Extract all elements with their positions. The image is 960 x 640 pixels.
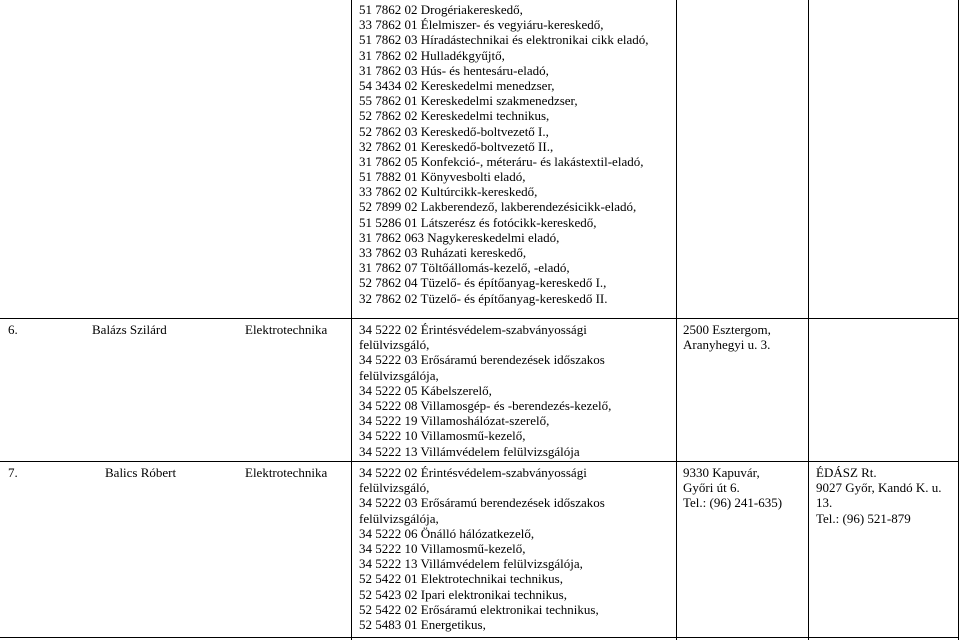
qualification-item: 32 7862 02 Tüzelő- és építőanyag-kereskedő II. — [359, 290, 608, 306]
qualification-item: 34 5222 08 Villamosgép- és -berendezés-kezelő, — [359, 397, 612, 413]
qualification-item: felülvizsgálója, — [359, 510, 439, 526]
column-divider — [676, 0, 677, 640]
qualification-item: 34 5222 06 Önálló hálózatkezelő, — [359, 525, 535, 541]
address-line: Tel.: (96) 241-635) — [683, 495, 783, 511]
organization-line: 9027 Győr, Kandó K. u. — [816, 480, 942, 496]
qualification-item: 34 5222 13 Villámvédelem felülvizsgálója — [359, 443, 580, 459]
qualification-item: 34 5222 02 Érintésvédelem-szabványossági — [359, 322, 587, 337]
qualification-item: 33 7862 02 Kultúrcikk-kereskedő, — [359, 184, 538, 200]
qualification-item: 32 7862 01 Kereskedő-boltvezető II., — [359, 138, 554, 154]
row-divider — [0, 637, 959, 638]
qualification-item: 31 7862 02 Hulladékgyűjtő, — [359, 47, 505, 63]
qualification-item: 52 5422 02 Erősáramú elektronikai technikus, — [359, 601, 599, 617]
field-name: Elektrotechnika — [245, 465, 328, 480]
address — [683, 322, 771, 352]
organization-line: Tel.: (96) 521-879 — [816, 510, 911, 526]
address-line: Győri út 6. — [683, 480, 740, 496]
qualification-item: 52 5423 02 Ipari elektronikai technikus, — [359, 586, 567, 602]
column-divider — [958, 0, 959, 640]
qualification-item: 34 5222 19 Villamoshálózat-szerelő, — [359, 413, 550, 429]
qualification-item: 51 5286 01 Látszerész és fotócikk-kereskedő, — [359, 214, 597, 230]
qualification-item: 34 5222 02 Érintésvédelem-szabványossági — [359, 465, 587, 480]
address-line: Aranyhegyi u. 3. — [683, 337, 771, 353]
qualification-item: 52 7862 04 Tüzelő- és építőanyag-kereskedő I., — [359, 275, 607, 291]
qualification-item: felülvizsgáló, — [359, 480, 430, 496]
qualification-item: 31 7862 03 Hús- és hentesáru-eladó, — [359, 62, 549, 78]
person-name: Balics Róbert — [105, 465, 177, 480]
address — [683, 465, 782, 511]
qualification-item: felülvizsgálója, — [359, 367, 439, 383]
qualification-item: 34 5222 03 Erősáramú berendezések időszakos — [359, 495, 605, 511]
qualification-item: 31 7862 05 Konfekció-, méteráru- és lakástextil-eladó, — [359, 153, 644, 169]
column-divider — [351, 0, 352, 640]
qualification-item: 34 5222 03 Erősáramú berendezések időszakos — [359, 352, 605, 368]
qualification-item: 52 7862 02 Kereskedelmi technikus, — [359, 108, 550, 124]
qualification-item: 55 7862 01 Kereskedelmi szakmenedzser, — [359, 93, 578, 109]
qualification-item: 33 7862 01 Élelmiszer- és vegyiáru-kereskedő, — [359, 17, 604, 33]
row-number: 7. — [8, 465, 18, 480]
qualification-item: 34 5222 10 Villamosmű-kezelő, — [359, 428, 526, 444]
qualification-item: felülvizsgáló, — [359, 337, 430, 353]
address-line: 9330 Kapuvár, — [683, 465, 760, 480]
address-line: 2500 Esztergom, — [683, 322, 771, 337]
qualifications-list — [359, 2, 649, 306]
qualification-item: 51 7862 03 Híradástechnikai és elektronikai cikk eladó, — [359, 32, 649, 48]
qualifications-list — [359, 322, 611, 459]
qualification-item: 34 5222 10 Villamosmű-kezelő, — [359, 540, 526, 556]
field-name: Elektrotechnika — [245, 322, 328, 337]
qualification-item: 34 5222 05 Kábelszerelő, — [359, 382, 492, 398]
qualification-item: 52 5483 01 Energetikus, — [359, 616, 486, 632]
qualification-item: 52 7899 02 Lakberendező, lakberendezésicikk-eladó, — [359, 199, 637, 215]
row-divider — [0, 461, 959, 462]
qualification-item: 31 7862 07 Töltőállomás-kezelő, -eladó, — [359, 260, 570, 276]
qualification-item: 52 5422 01 Elektrotechnikai technikus, — [359, 571, 563, 587]
column-divider — [808, 0, 809, 640]
organization-line: ÉDÁSZ Rt. — [816, 465, 877, 480]
qualifications-list — [359, 465, 605, 632]
qualification-item: 34 5222 13 Villámvédelem felülvizsgálója, — [359, 556, 583, 572]
person-name: Balázs Szilárd — [92, 322, 167, 337]
qualification-item: 33 7862 03 Ruházati kereskedő, — [359, 245, 527, 260]
qualification-item: 52 7862 03 Kereskedő-boltvezető I., — [359, 123, 549, 139]
row-divider — [0, 318, 959, 319]
qualification-item: 31 7862 063 Nagykereskedelmi eladó, — [359, 229, 560, 245]
organization-line: 13. — [816, 495, 833, 511]
row-number: 6. — [8, 322, 18, 337]
qualification-item: 51 7882 01 Könyvesbolti eladó, — [359, 169, 526, 185]
qualification-item: 54 3434 02 Kereskedelmi menedzser, — [359, 77, 555, 93]
qualification-item: 51 7862 02 Drogériakereskedő, — [359, 2, 523, 17]
organization — [816, 465, 942, 526]
